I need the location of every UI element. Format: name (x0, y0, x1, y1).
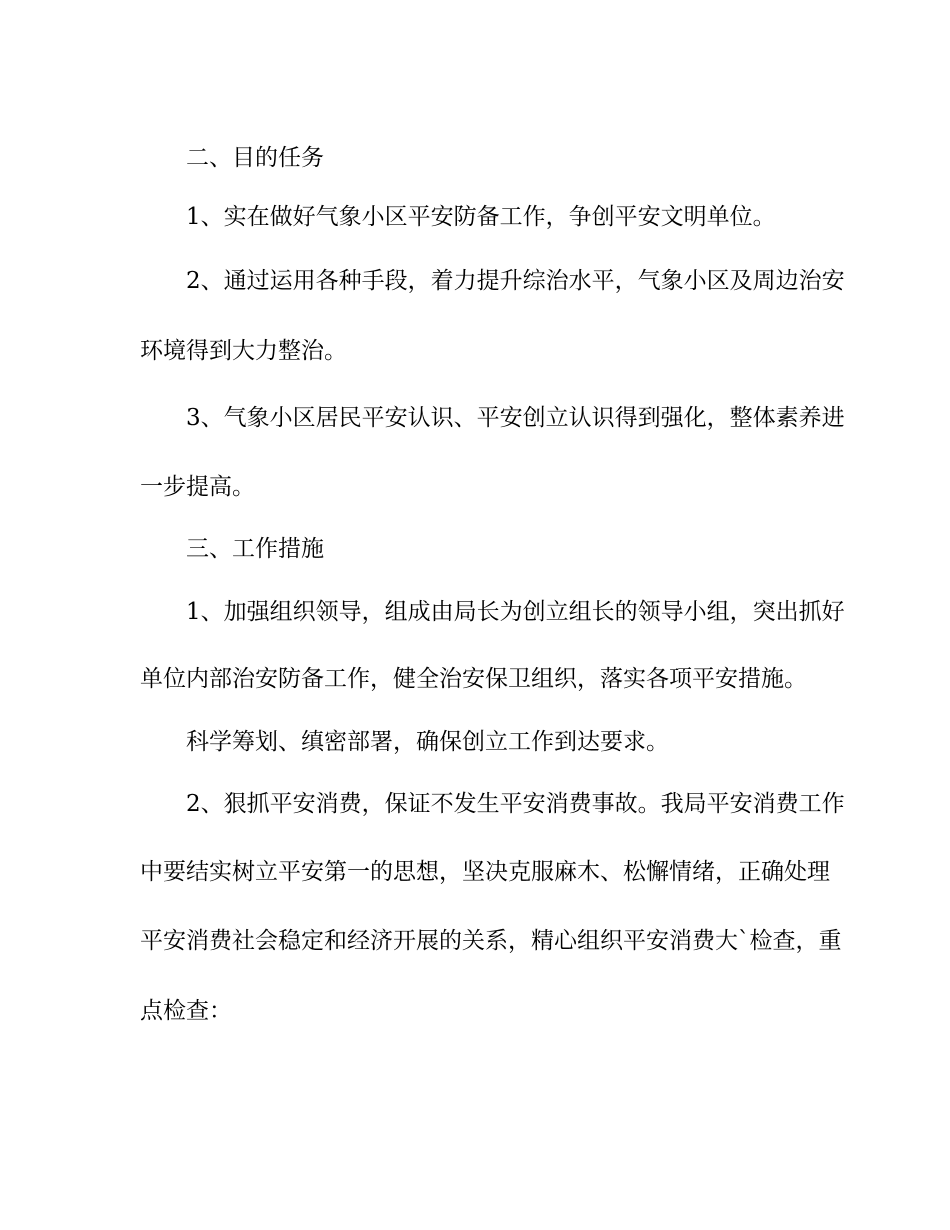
section-heading-measures: 三、工作措施 (186, 536, 324, 562)
paragraph-line: 3、气象小区居民平安认识、平安创立认识得到强化，整体素养进 (186, 405, 845, 431)
paragraph-line: 科学筹划、缜密部署，确保创立工作到达要求。 (186, 729, 669, 755)
paragraph-line: 点检查： (140, 998, 232, 1024)
paragraph-line: 中要结实树立平安第一的思想，坚决克服麻木、松懈情绪，正确处理 (140, 859, 830, 885)
paragraph-line: 环境得到大力整治。 (140, 338, 347, 364)
paragraph-line: 平安消费社会稳定和经济开展的关系，精心组织平安消费大`检查，重 (140, 928, 842, 954)
paragraph-line: 2、通过运用各种手段，着力提升综治水平，气象小区及周边治安 (186, 268, 845, 294)
paragraph-line: 1、加强组织领导，组成由局长为创立组长的领导小组，突出抓好 (186, 599, 845, 625)
paragraph-line: 1、实在做好气象小区平安防备工作，争创平安文明单位。 (186, 204, 776, 230)
paragraph-line: 单位内部治安防备工作，健全治安保卫组织，落实各项平安措施。 (140, 666, 807, 692)
paragraph-line: 2、狠抓平安消费，保证不发生平安消费事故。我局平安消费工作 (186, 791, 845, 817)
paragraph-line: 一步提高。 (140, 474, 255, 500)
section-heading-objectives: 二、目的任务 (186, 145, 324, 171)
